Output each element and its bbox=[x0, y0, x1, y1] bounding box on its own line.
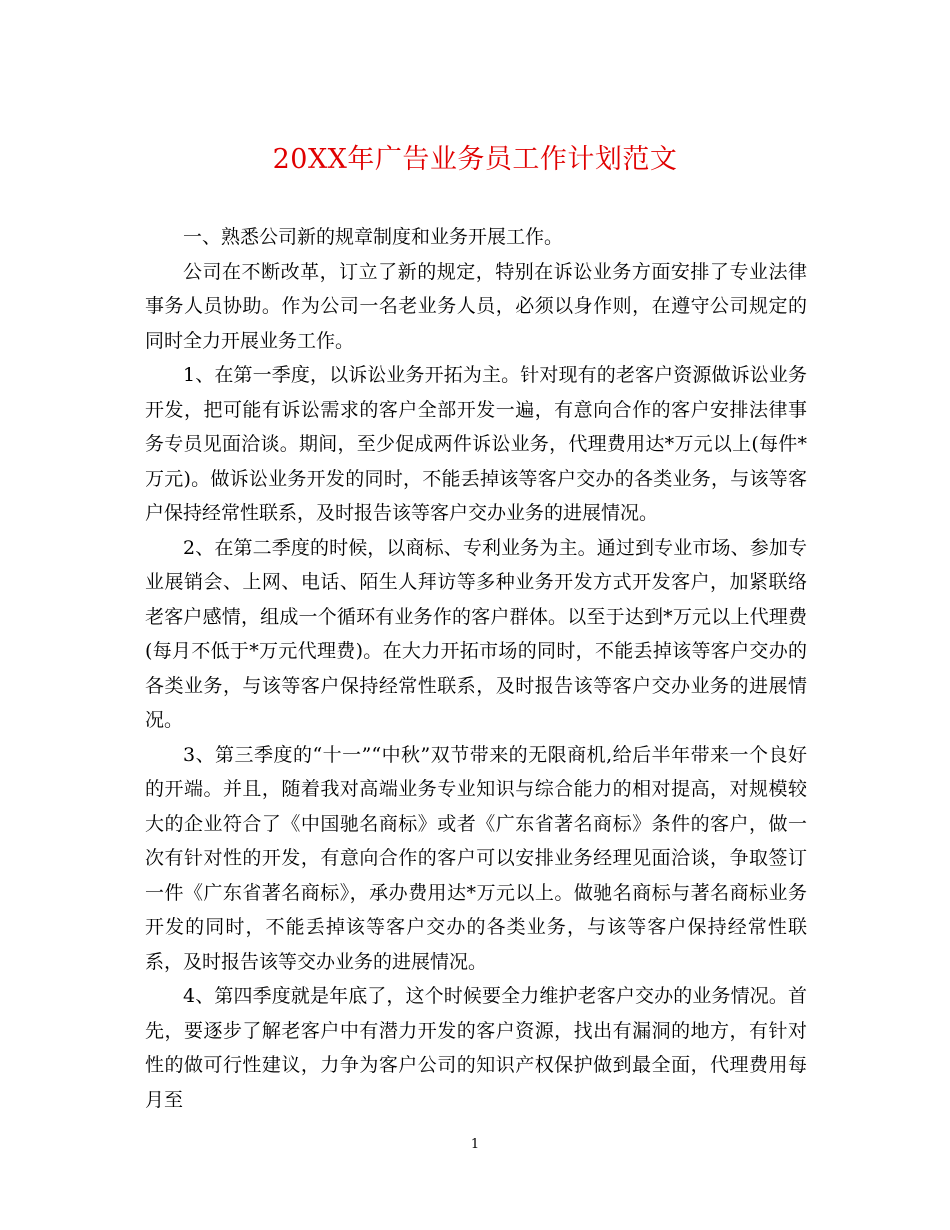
paragraph-q1: 1、在第一季度，以诉讼业务开拓为主。针对现有的老客户资源做诉讼业务开发，把可能有诉讼需求的客户全部开发一遍，有意向合作的客户安排法律事务专员见面洽谈。期间，至少促成两件诉讼业务，代理费用达*万元以上(每件*万元)。做诉讼业务开发的同时，不能丢掉该等客户交办的各类业务，与该等客户保持经常性联系，及时报告该等客户交办业务的进展情况。 bbox=[145, 364, 807, 524]
page-number: 1 bbox=[470, 1137, 480, 1152]
paragraph-intro: 公司在不断改革，订立了新的规定，特别在诉讼业务方面安排了专业法律事务人员协助。作为公司一名老业务人员，必须以身作则，在遵守公司规定的同时全力开展业务工作。 bbox=[145, 260, 807, 352]
paragraph-section-heading: 一、熟悉公司新的规章制度和业务开展工作。 bbox=[183, 226, 564, 248]
paragraph-q3: 3、第三季度的“十一”“中秋”双节带来的无限商机,给后半年带来一个良好的开端。并且，随着我对高端业务专业知识与综合能力的相对提高，对规模较大的企业符合了《中国驰名商标》或者《广东省著名商标》条件的客户，做一次有针对性的开发，有意向合作的客户可以安排业务经理见面洽谈，争取签订一件《广东省著名商标》，承办费用达*万元以上。做驰名商标与著名商标业务开发的同时，不能丢掉该等客户交办的各类业务，与该等客户保持经常性联系，及时报告该等交办业务的进展情况。 bbox=[145, 743, 807, 973]
paragraph-q4: 4、第四季度就是年底了，这个时候要全力维护老客户交办的业务情况。首先，要逐步了解老客户中有潜力开发的客户资源，找出有漏洞的地方，有针对性的做可行性建议，力争为客户公司的知识产权保护做到最全面，代理费用每月至 bbox=[145, 985, 807, 1111]
document-title: 20XX年广告业务员工作计划范文 bbox=[272, 144, 678, 175]
paragraph-q2: 2、在第二季度的时候，以商标、专利业务为主。通过到专业市场、参加专业展销会、上网、电话、陌生人拜访等多种业务开发方式开发客户，加紧联络老客户感情，组成一个循环有业务作的客户群体。以至于达到*万元以上代理费(每月不低于*万元代理费)。在大力开拓市场的同时，不能丢掉该等客户交办的各类业务，与该等客户保持经常性联系，及时报告该等客户交办业务的进展情况。 bbox=[145, 536, 807, 731]
document-body bbox=[145, 220, 807, 1117]
